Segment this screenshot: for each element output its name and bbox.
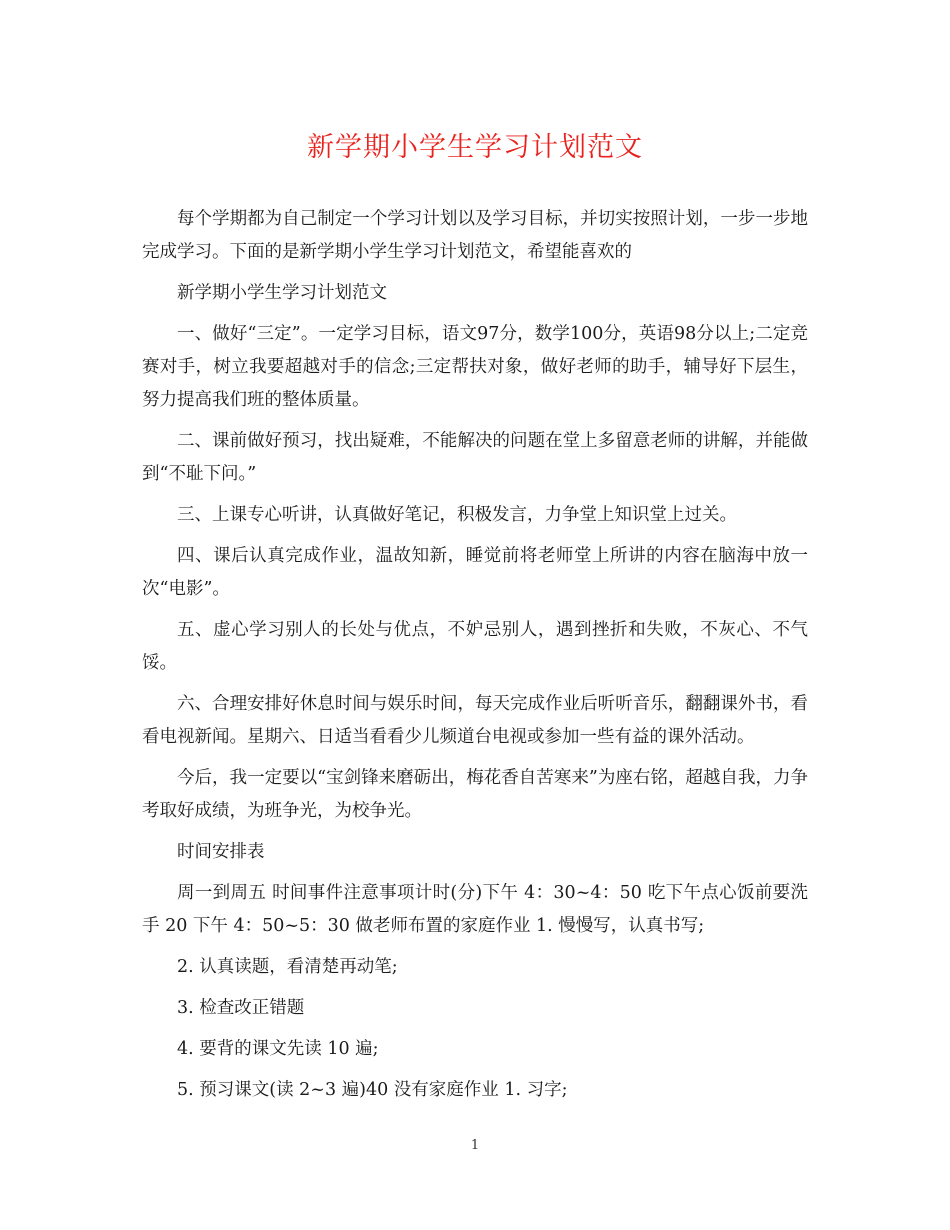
- paragraph-item-4: 四、课后认真完成作业，温故知新，睡觉前将老师堂上所讲的内容在脑海中放一次“电影”。: [142, 546, 808, 599]
- paragraph-subtitle: 新学期小学生学习计划范文: [177, 283, 387, 303]
- paragraph-schedule-step-2: 2. 认真读题，看清楚再动笔;: [177, 957, 398, 977]
- page-number: 1: [470, 1138, 480, 1153]
- paragraph-intro: 每个学期都为自己制定一个学习计划以及学习目标，并切实按照计划，一步一步地完成学习。下面的是新学期小学生学习计划范文，希望能喜欢的: [142, 209, 808, 262]
- paragraph-schedule-heading: 时间安排表: [177, 842, 265, 862]
- paragraph-schedule-body: 周一到周五 时间事件注意事项计时(分)下午 4：30~4：50 吃下午点心饭前要洗手 20 下午 4：50~5：30 做老师布置的家庭作业 1. 慢慢写，认真书写;: [142, 883, 808, 936]
- paragraph-item-3: 三、上课专心听讲，认真做好笔记，积极发言，力争堂上知识堂上过关。: [177, 505, 737, 525]
- paragraph-item-2: 二、课前做好预习，找出疑难，不能解决的问题在堂上多留意老师的讲解，并能做到“不耻下问。”: [142, 431, 808, 484]
- paragraph-item-6: 六、合理安排好休息时间与娱乐时间，每天完成作业后听听音乐，翻翻课外书，看看电视新闻。星期六、日适当看看少儿频道台电视或参加一些有益的课外活动。: [142, 694, 808, 747]
- paragraph-schedule-step-4: 4. 要背的课文先读 10 遍;: [177, 1039, 379, 1059]
- paragraph-item-1: 一、做好“三定”。一定学习目标，语文97分，数学100分，英语98分以上;二定竞赛对手，树立我要超越对手的信念;三定帮扶对象，做好老师的助手，辅导好下层生，努力提高我们班的整体质量。: [142, 324, 808, 410]
- document-title: 新学期小学生学习计划范文: [307, 132, 643, 163]
- paragraph-schedule-step-3: 3. 检查改正错题: [177, 998, 305, 1018]
- paragraph-item-5: 五、虚心学习别人的长处与优点，不妒忌别人，遇到挫折和失败，不灰心、不气馁。: [142, 620, 808, 673]
- paragraph-schedule-step-5: 5. 预习课文(读 2~3 遍)40 没有家庭作业 1. 习字;: [177, 1080, 568, 1100]
- paragraph-conclusion: 今后，我一定要以“宝剑锋来磨砺出，梅花香自苦寒来”为座右铭，超越自我，力争考取好成绩，为班争光，为校争光。: [142, 768, 808, 821]
- document-body: [142, 203, 808, 1115]
